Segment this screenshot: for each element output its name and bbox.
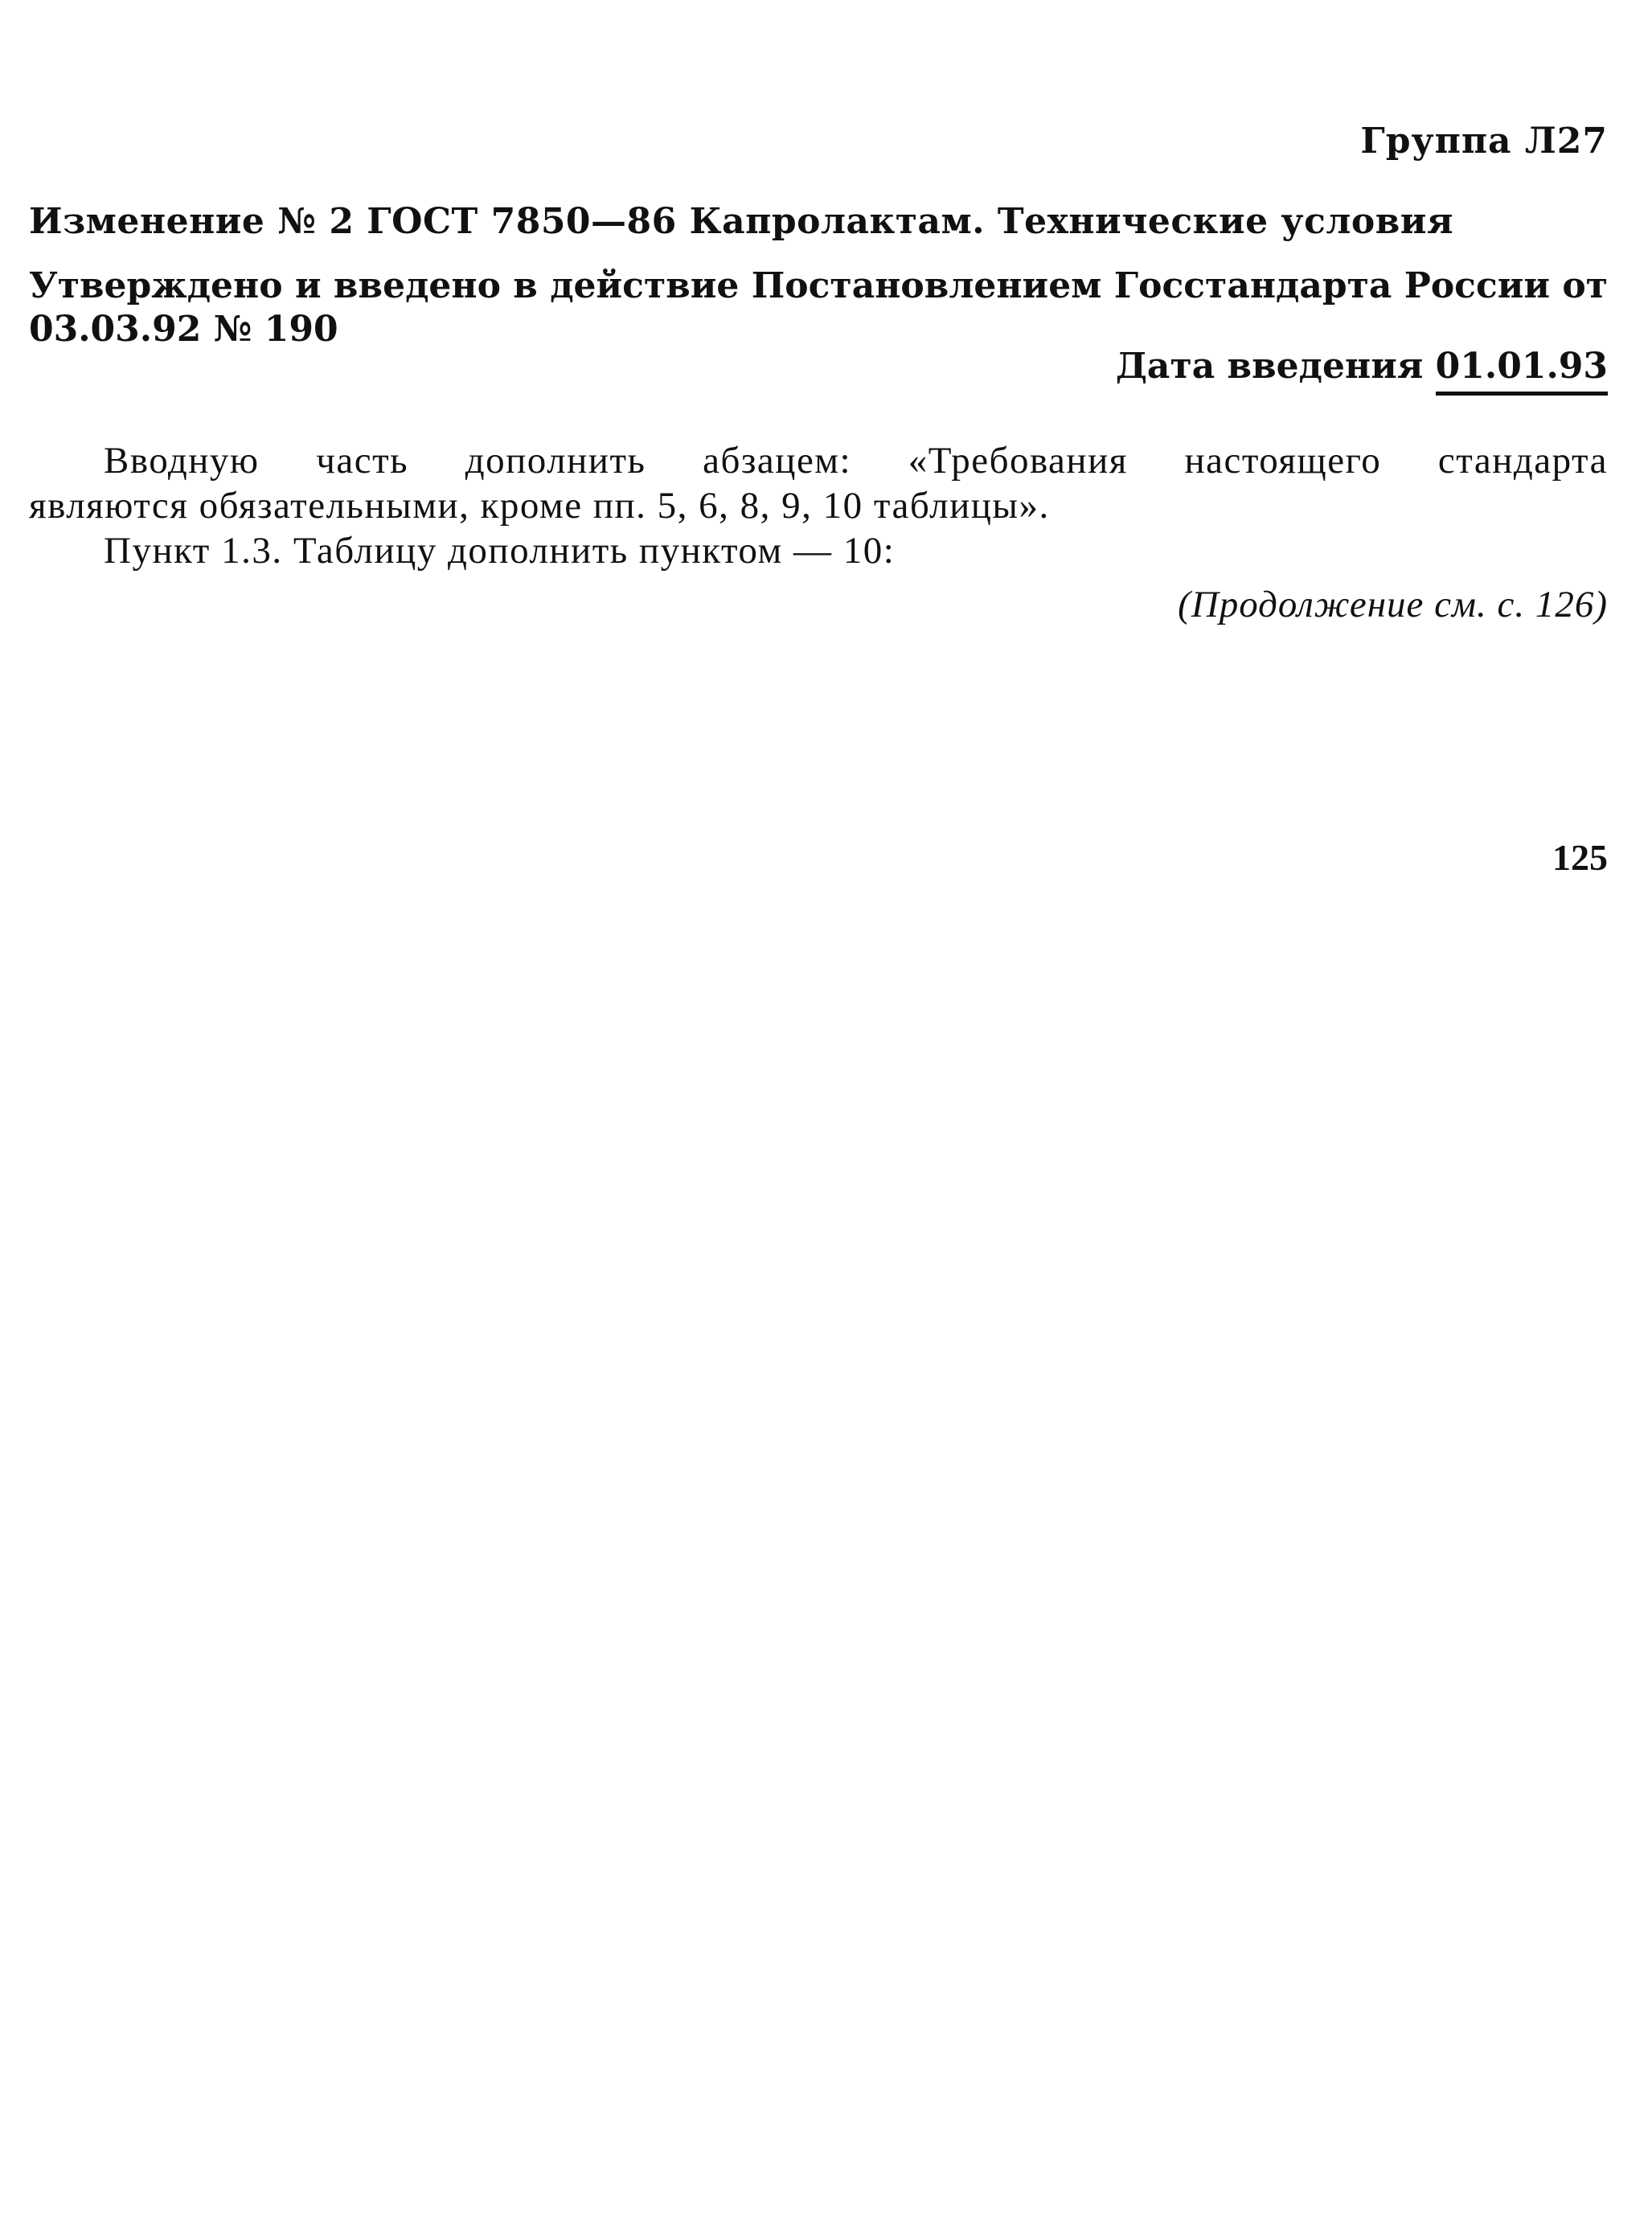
group-label: Группа Л27 bbox=[1360, 121, 1608, 162]
introduction-date bbox=[1116, 346, 1608, 387]
page-number: 125 bbox=[1552, 837, 1608, 878]
paragraph-1-line-1: Вводную часть дополнить абзацем: «Требования настоящего стандарта bbox=[104, 440, 1608, 482]
introduction-date-value: 01.01.93 bbox=[1436, 346, 1608, 396]
approval-line-2: 03.03.92 № 190 bbox=[29, 309, 338, 350]
continued-note: (Продолжение см. с. 126) bbox=[1178, 584, 1608, 625]
document-title: Изменение № 2 ГОСТ 7850—86 Капролактам. Технические условия bbox=[29, 201, 1453, 242]
paragraph-2: Пункт 1.3. Таблицу дополнить пунктом — 10: bbox=[104, 530, 896, 572]
approval-line-1: Утверждено и введено в действие Постановлением Госстандарта России от bbox=[29, 265, 1608, 306]
introduction-date-label: Дата введения bbox=[1115, 346, 1424, 387]
paragraph-1-line-2: являются обязательными, кроме пп. 5, 6, 8, 9, 10 таблицы». bbox=[29, 485, 1050, 527]
